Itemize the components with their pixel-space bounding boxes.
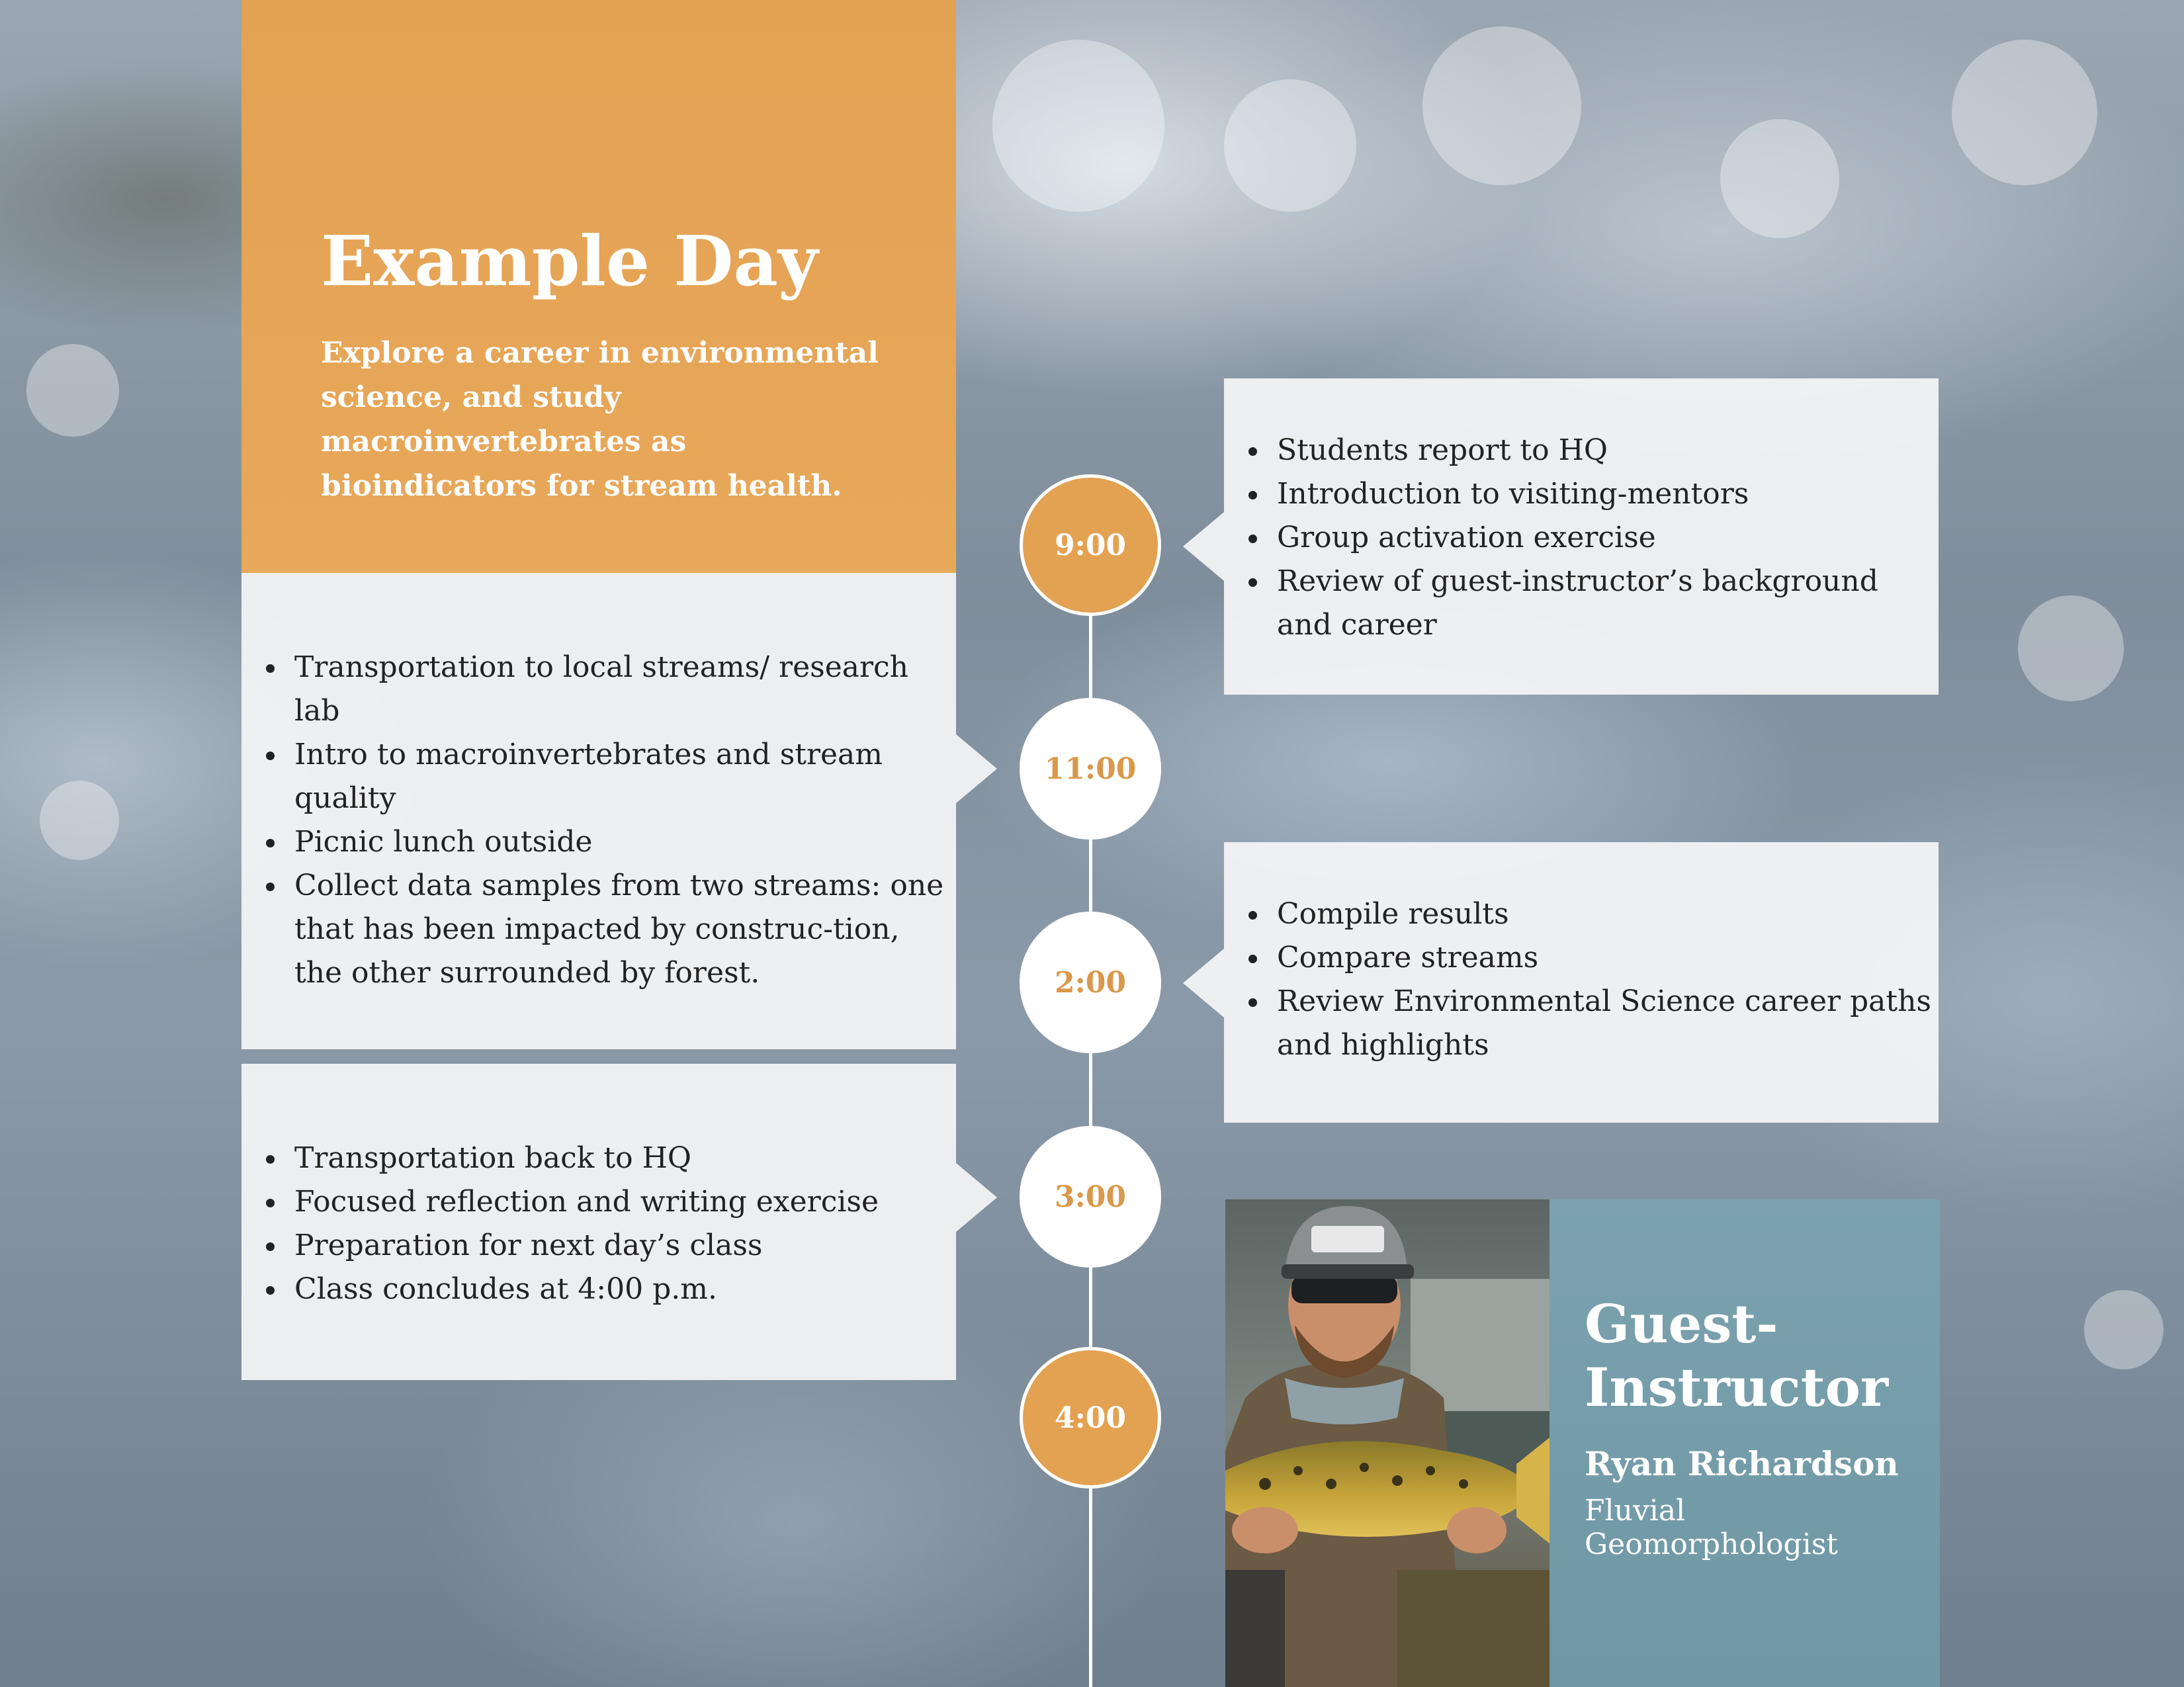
time-marker-300: 3:00 [1020,1126,1161,1268]
list-item: • Intro to macroinvertebrates and stream quality [288,733,956,820]
time-marker-400: 4:00 [1020,1347,1161,1489]
list-item: • Collect data samples from two streams: one that has been impacted by construc-tion, the other surrounded by forest. [288,864,956,995]
list-item: • Group activation exercise [1270,516,1939,560]
list-item: • Review of guest-instructor’s background and career [1270,560,1939,647]
guest-title-line1: Guest- [1585,1293,1778,1355]
time-marker-200: 2:00 [1020,912,1161,1053]
guest-instructor-title [1585,1292,1888,1419]
list-item: • Picnic lunch outside [288,820,956,864]
background-bokeh [1422,26,1581,185]
list-item: • Transportation to local streams/ research lab [288,646,956,733]
pointer-arrow [956,1163,997,1232]
schedule-box-1100 [241,573,956,1049]
schedule-box-900 [1224,378,1939,695]
guest-photo [1225,1199,1550,1687]
guest-title-line2: Instructor [1585,1356,1889,1418]
schedule-list-200 [1224,892,1939,1067]
schedule-list-1100 [241,646,956,995]
person-holding-fish-icon [1225,1199,1550,1687]
pointer-arrow [1183,949,1224,1017]
schedule-list-300 [241,1137,956,1311]
list-item: • Review Environmental Science career paths and highlights [1270,980,1939,1067]
list-item: • Students report to HQ [1270,429,1939,472]
pointer-arrow [956,734,997,803]
background-bokeh [1952,40,2097,185]
page-title: Example Day [321,220,818,302]
list-item: • Compile results [1270,892,1939,936]
guest-name: Ryan Richardson [1585,1444,1899,1483]
time-marker-900: 9:00 [1020,474,1161,616]
guest-role: Fluvial Geomorphologist [1585,1494,1838,1561]
schedule-box-200 [1224,842,1939,1123]
background-bokeh [40,781,119,860]
pointer-arrow [1183,512,1224,581]
schedule-box-300 [241,1064,956,1380]
guest-instructor-panel [1225,1199,1940,1687]
list-item: • Class concludes at 4:00 p.m. [288,1268,956,1311]
list-item: • Transportation back to HQ [288,1137,956,1180]
list-item: • Introduction to visiting-mentors [1270,472,1939,516]
background-bokeh [992,40,1164,212]
list-item: • Focused reflection and writing exercise [288,1180,956,1224]
schedule-list-900 [1224,429,1939,647]
page-subtitle: Explore a career in environmental science, and study macroinvertebrates as bioindicators for stream health. [321,336,879,503]
header-panel [241,0,956,573]
list-item: • Compare streams [1270,936,1939,980]
background-bokeh [1224,79,1356,212]
background-bokeh [26,344,119,437]
background-bokeh [2084,1290,2163,1369]
background-bokeh [2018,595,2124,701]
list-item: • Preparation for next day’s class [288,1224,956,1268]
background-bokeh [1720,119,1839,238]
time-marker-1100: 11:00 [1020,698,1161,840]
